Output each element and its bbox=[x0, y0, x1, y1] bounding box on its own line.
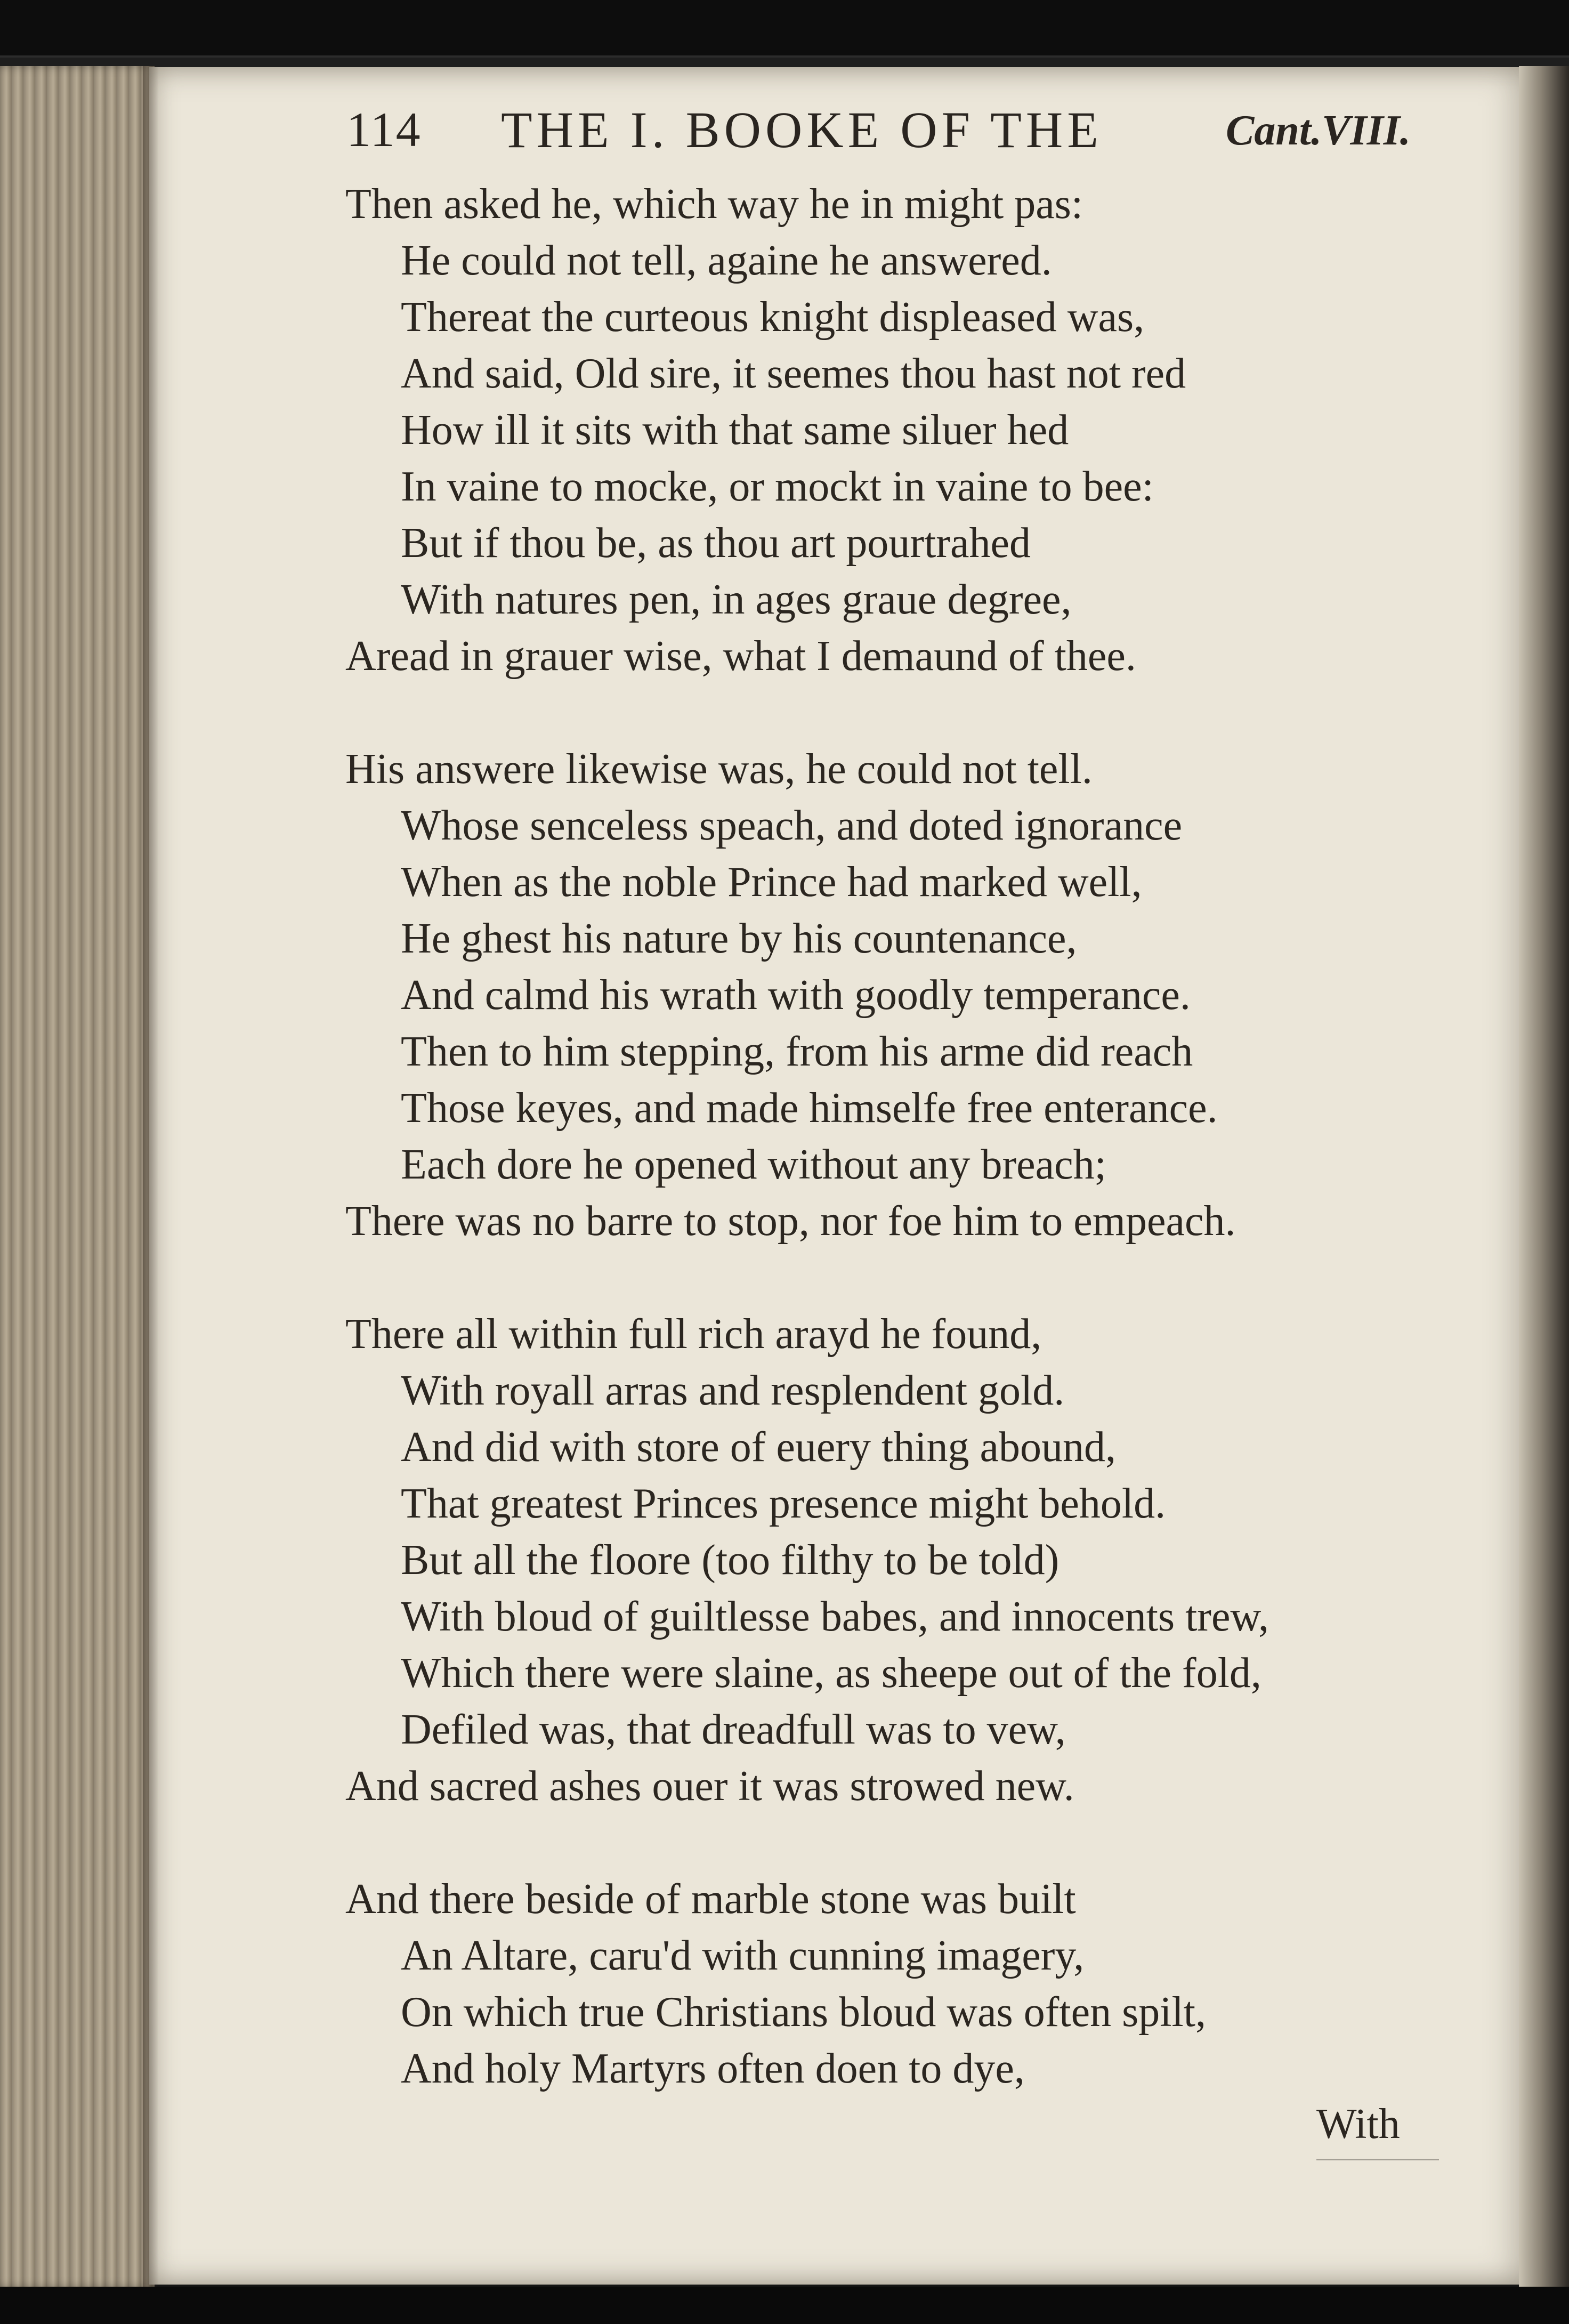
canto-label: Cant.VIII. bbox=[1226, 107, 1411, 154]
top-background bbox=[0, 0, 1569, 60]
verse-line: How ill it sits with that same siluer hed bbox=[401, 407, 1069, 454]
poem-text bbox=[345, 176, 1491, 2153]
verse-line: When as the noble Prince had marked well, bbox=[401, 859, 1142, 906]
verse-line: Whose senceless speach, and doted ignorance bbox=[401, 802, 1183, 849]
verse-line: Each dore he opened without any breach; bbox=[401, 1141, 1106, 1188]
verse-line: And calmd his wrath with goodly temperance. bbox=[401, 972, 1191, 1019]
verse-line: An Altare, caru'd with cunning imagery, bbox=[401, 1932, 1085, 1979]
verse-line: Then to him stepping, from his arme did reach bbox=[401, 1028, 1193, 1075]
verse-line: With natures pen, in ages graue degree, bbox=[401, 576, 1072, 623]
verse-line: Those keyes, and made himselfe free enterance. bbox=[401, 1085, 1218, 1132]
page-number: 114 bbox=[346, 102, 422, 157]
verse-line: But if thou be, as thou art pourtrahed bbox=[401, 520, 1031, 567]
verse-line: And holy Martyrs often doen to dye, bbox=[401, 2045, 1025, 2092]
verse-line: But all the floore (too filthy to be told) bbox=[401, 1537, 1060, 1584]
page-right-edge bbox=[1519, 66, 1569, 2288]
stanza bbox=[345, 176, 1491, 684]
verse-line: There was no barre to stop, nor foe him to empeach. bbox=[345, 1198, 1236, 1245]
verse-line: Then asked he, which way he in might pas: bbox=[345, 181, 1083, 228]
verse-line: Thereat the curteous knight displeased was, bbox=[401, 294, 1145, 341]
bottom-background bbox=[0, 2287, 1569, 2324]
verse-line: On which true Christians bloud was often spilt, bbox=[401, 1989, 1206, 2036]
gutter-shadow bbox=[143, 66, 159, 2288]
stanza bbox=[345, 1306, 1491, 1814]
verse-line: He could not tell, againe he answered. bbox=[401, 237, 1052, 284]
verse-line: And there beside of marble stone was built bbox=[345, 1876, 1076, 1923]
verse-line: And did with store of euery thing abound, bbox=[401, 1424, 1116, 1471]
verse-line: In vaine to mocke, or mockt in vaine to bee: bbox=[401, 463, 1154, 510]
verse-line: And sacred ashes ouer it was strowed new. bbox=[345, 1763, 1074, 1810]
stanza bbox=[345, 741, 1491, 1249]
verse-line: That greatest Princes presence might behold. bbox=[401, 1480, 1166, 1527]
catchword-rule bbox=[1316, 2159, 1439, 2160]
stanza bbox=[345, 1871, 1491, 2097]
verse-line: Which there were slaine, as sheepe out of the fold, bbox=[401, 1650, 1261, 1697]
verse-line: Aread in grauer wise, what I demaund of thee. bbox=[345, 633, 1136, 680]
catchword: With bbox=[1316, 2101, 1400, 2148]
verse-line: His answere likewise was, he could not tell. bbox=[345, 746, 1093, 793]
verse-line: He ghest his nature by his countenance, bbox=[401, 915, 1077, 962]
verse-line: There all within full rich arayd he found, bbox=[345, 1311, 1042, 1358]
running-title: THE I. BOOKE OF THE bbox=[501, 101, 1103, 158]
verse-line: Defiled was, that dreadfull was to vew, bbox=[401, 1706, 1066, 1753]
verse-line: With bloud of guiltlesse babes, and innocents trew, bbox=[401, 1593, 1269, 1640]
verse-line: With royall arras and resplendent gold. bbox=[401, 1367, 1065, 1414]
verse-line: And said, Old sire, it seemes thou hast not red bbox=[401, 350, 1186, 397]
page-edges bbox=[0, 66, 155, 2288]
